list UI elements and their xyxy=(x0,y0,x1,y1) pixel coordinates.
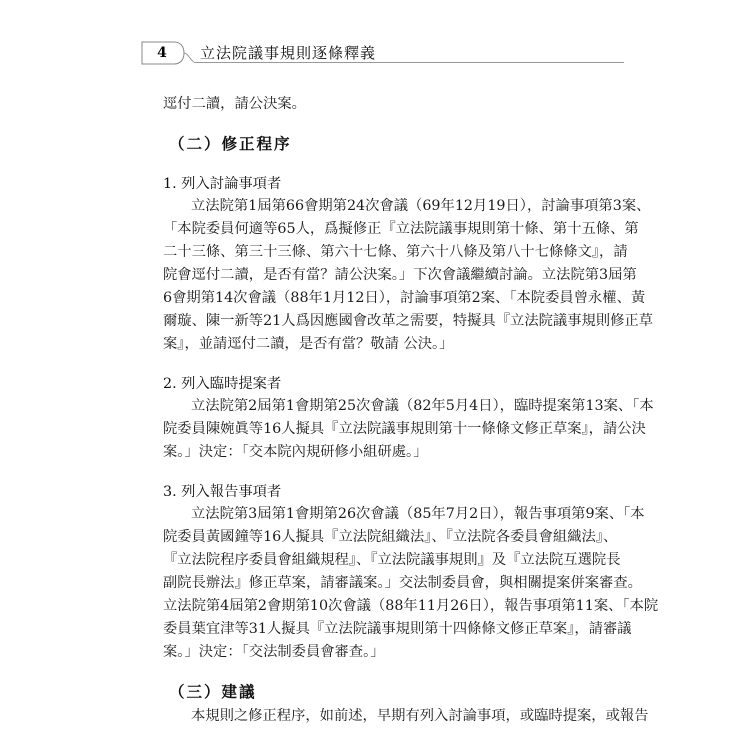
text-line: 逕付二讀，請公決案。 xyxy=(163,96,306,112)
text-line: 案』，並請逕付二讀，是否有當？敬請 公決。」 xyxy=(163,336,454,352)
text-line: 院會逕付二讀，是否有當？請公決案。」下次會議繼續討論。立法院第3屆第 xyxy=(163,267,637,283)
page-number-badge xyxy=(140,40,194,66)
text-line: 委員葉宜津等31人擬具『立法院議事規則第十四條條文修正草案』，請審議 xyxy=(163,621,632,637)
text-line: 二十三條、第三十三條、第六十七條、第六十八條及第八十七條條文』，請 xyxy=(163,244,628,260)
text-line: 副院長辦法』修正草案，請審議案。」交法制委員會，與相關提案併案審查。 xyxy=(163,575,642,591)
text-line: 立法院第2屆第1會期第25次會議（82年5月4日），臨時提案第13案、「本 xyxy=(191,398,654,414)
text-line: 爾璇、陳一新等21人爲因應國會改革之需要，特擬具『立法院議事規則修正草 xyxy=(163,313,653,329)
sub-heading: 1. 列入討論事項者 xyxy=(163,176,282,192)
text-line: 立法院第3屆第1會期第26次會議（85年7月2日），報告事項第9案、「本 xyxy=(191,506,645,522)
text-line: 院委員陳婉眞等16人擬具『立法院議事規則第十一條條文修正草案』，請公決 xyxy=(163,421,646,437)
text-line: 案。」決定：「交法制委員會審查。」 xyxy=(163,644,385,660)
running-title: 立法院議事規則逐條釋義 xyxy=(200,44,377,62)
section-heading: （二）修正程序 xyxy=(169,134,292,153)
text-line: 6會期第14次會議（88年1月12日），討論事項第2案、「本院委員曾永權、黃 xyxy=(163,290,646,306)
text-line: 「本院委員何適等65人，爲擬修正『立法院議事規則第十條、第十五條、第 xyxy=(163,221,639,237)
section-heading: （三）建議 xyxy=(169,682,257,701)
text-line: 案。」決定：「交本院內規研修小組研處。」 xyxy=(163,444,428,460)
page-number: 4 xyxy=(157,45,167,61)
text-line: 立法院第4屆第2會期第10次會議（88年11月26日），報告事項第11案、「本院 xyxy=(163,598,659,614)
text-line: 院委員黃國鐘等16人擬具『立法院組織法』、『立法院各委員會組織法』、 xyxy=(163,529,618,545)
text-line: 本規則之修正程序，如前述，早期有列入討論事項，或臨時提案，或報告 xyxy=(191,708,649,724)
sub-heading: 2. 列入臨時提案者 xyxy=(163,376,282,392)
header-rule xyxy=(194,62,624,63)
text-line: 『立法院程序委員會組織規程』、『立法院議事規則』及『立法院互選院長 xyxy=(163,552,621,568)
page-header xyxy=(140,40,610,66)
text-line: 立法院第1屆第66會期第24次會議（69年12月19日），討論事項第3案、 xyxy=(191,198,651,214)
sub-heading: 3. 列入報告事項者 xyxy=(163,484,282,500)
